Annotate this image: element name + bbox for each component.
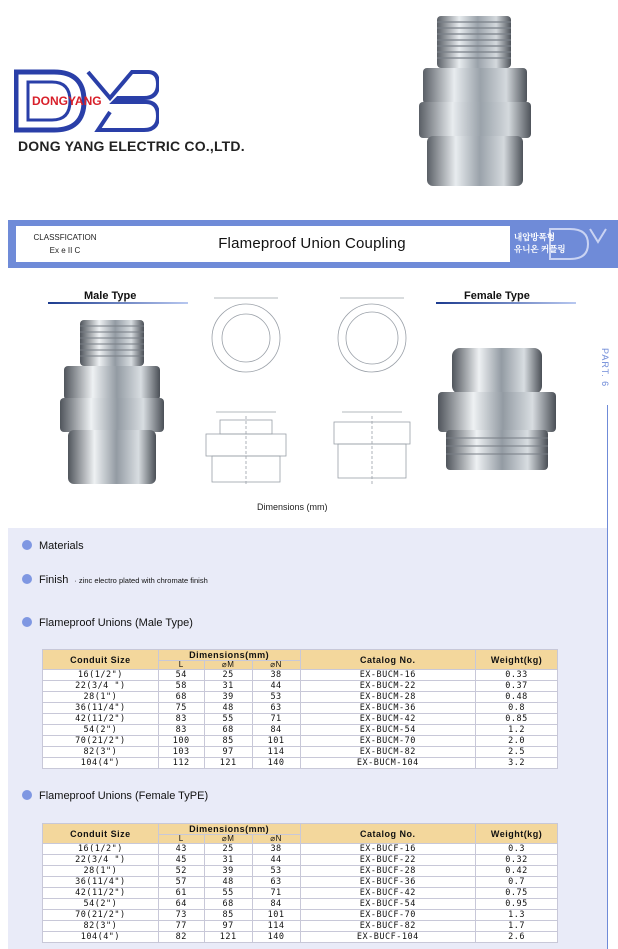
table-cell: 0.95 xyxy=(476,899,558,910)
table-cell: EX-BUCF-42 xyxy=(300,888,476,899)
korean-title-line1: 내압방폭형 xyxy=(514,232,556,242)
table-cell: 2.5 xyxy=(476,747,558,758)
table-row xyxy=(43,703,558,714)
table-cell: 43 xyxy=(158,844,204,855)
table-cell: 42(11/2") xyxy=(43,714,159,725)
table-cell: 16(1/2") xyxy=(43,670,159,681)
table-cell: 54 xyxy=(158,670,204,681)
col-conduit-size: Conduit Size xyxy=(43,824,159,844)
male-table-heading-row xyxy=(22,617,193,629)
korean-title xyxy=(514,231,566,255)
korean-title-box xyxy=(510,226,608,262)
table-cell: 73 xyxy=(158,910,204,921)
materials-label: Materials xyxy=(39,540,84,552)
table-row xyxy=(43,910,558,921)
table-cell: EX-BUCM-70 xyxy=(300,736,476,747)
table-cell: 97 xyxy=(204,747,252,758)
table-cell: 83 xyxy=(158,714,204,725)
table-cell: 39 xyxy=(204,692,252,703)
table-cell: 64 xyxy=(158,899,204,910)
table-cell: 28(1") xyxy=(43,692,159,703)
table-cell: 31 xyxy=(204,681,252,692)
table-cell: 44 xyxy=(252,681,300,692)
female-type-label: Female Type xyxy=(464,290,530,302)
col-m: ⌀M xyxy=(204,661,252,670)
table-cell: 1.2 xyxy=(476,725,558,736)
table-cell: EX-BUCM-54 xyxy=(300,725,476,736)
table-cell: EX-BUCM-82 xyxy=(300,747,476,758)
table-cell: 48 xyxy=(204,703,252,714)
table-cell: EX-BUCF-82 xyxy=(300,921,476,932)
table-cell: 0.42 xyxy=(476,866,558,877)
table-cell: 55 xyxy=(204,888,252,899)
table-cell: 121 xyxy=(204,758,252,769)
table-cell: 63 xyxy=(252,877,300,888)
table-cell: 54(2") xyxy=(43,899,159,910)
male-type-underline xyxy=(48,302,188,304)
table-cell: 0.37 xyxy=(476,681,558,692)
table-cell: EX-BUCF-16 xyxy=(300,844,476,855)
table-cell: 83 xyxy=(158,725,204,736)
finish-row xyxy=(22,574,208,586)
table-cell: 38 xyxy=(252,844,300,855)
col-n: ⌀N xyxy=(252,661,300,670)
table-cell: EX-BUCF-54 xyxy=(300,899,476,910)
table-row xyxy=(43,899,558,910)
classification-value: Ex e II C xyxy=(49,246,81,255)
table-cell: EX-BUCF-36 xyxy=(300,877,476,888)
male-spec-table xyxy=(42,649,558,769)
finish-text: · zinc electro plated with chromate finish xyxy=(74,576,208,585)
table-cell: EX-BUCF-70 xyxy=(300,910,476,921)
table-cell: 114 xyxy=(252,921,300,932)
table-cell: 48 xyxy=(204,877,252,888)
table-cell: 104(4") xyxy=(43,758,159,769)
table-cell: 31 xyxy=(204,855,252,866)
table-row xyxy=(43,855,558,866)
bullet-icon xyxy=(22,574,32,584)
col-l: L xyxy=(158,661,204,670)
table-cell: 61 xyxy=(158,888,204,899)
table-row xyxy=(43,692,558,703)
table-cell: 82(3") xyxy=(43,921,159,932)
table-row xyxy=(43,932,558,943)
table-cell: 42(11/2") xyxy=(43,888,159,899)
female-spec-table xyxy=(42,823,558,943)
table-row xyxy=(43,877,558,888)
table-cell: 75 xyxy=(158,703,204,714)
table-cell: 82 xyxy=(158,932,204,943)
table-cell: 101 xyxy=(252,736,300,747)
table-cell: EX-BUCM-28 xyxy=(300,692,476,703)
male-dimension-drawing xyxy=(196,290,296,490)
materials-row xyxy=(22,540,84,552)
table-row xyxy=(43,670,558,681)
table-cell: EX-BUCF-28 xyxy=(300,866,476,877)
table-cell: 0.32 xyxy=(476,855,558,866)
table-cell: 2.6 xyxy=(476,932,558,943)
table-cell: 38 xyxy=(252,670,300,681)
table-cell: 0.33 xyxy=(476,670,558,681)
table-cell: 25 xyxy=(204,844,252,855)
table-cell: 100 xyxy=(158,736,204,747)
table-cell: 68 xyxy=(204,899,252,910)
table-cell: 44 xyxy=(252,855,300,866)
table-cell: 22(3/4 ") xyxy=(43,855,159,866)
table-cell: 85 xyxy=(204,736,252,747)
table-cell: 36(11/4") xyxy=(43,877,159,888)
page-title: Flameproof Union Coupling xyxy=(114,226,510,262)
table-cell: 45 xyxy=(158,855,204,866)
col-weight: Weight(kg) xyxy=(476,650,558,670)
classification-label: CLASSFICATION xyxy=(33,233,97,242)
table-cell: 82(3") xyxy=(43,747,159,758)
table-cell: EX-BUCM-36 xyxy=(300,703,476,714)
table-cell: 84 xyxy=(252,725,300,736)
table-cell: 1.7 xyxy=(476,921,558,932)
table-cell: 39 xyxy=(204,866,252,877)
table-cell: 53 xyxy=(252,866,300,877)
table-cell: EX-BUCM-104 xyxy=(300,758,476,769)
female-type-underline xyxy=(436,302,576,304)
hero-coupling-image xyxy=(405,12,545,190)
table-row xyxy=(43,747,558,758)
table-cell: 0.85 xyxy=(476,714,558,725)
table-cell: 77 xyxy=(158,921,204,932)
male-type-label: Male Type xyxy=(84,290,137,302)
table-cell: 71 xyxy=(252,888,300,899)
table-cell: 140 xyxy=(252,932,300,943)
company-name: DONG YANG ELECTRIC CO.,LTD. xyxy=(18,138,245,154)
table-cell: 58 xyxy=(158,681,204,692)
col-catalog-no: Catalog No. xyxy=(300,650,476,670)
table-row xyxy=(43,888,558,899)
table-cell: 84 xyxy=(252,899,300,910)
bullet-icon xyxy=(22,790,32,800)
female-table-heading: Flameproof Unions (Female TyPE) xyxy=(39,790,209,802)
part-label: PART. 6 xyxy=(600,348,610,388)
table-cell: 22(3/4 ") xyxy=(43,681,159,692)
classification-bar xyxy=(8,220,618,268)
finish-label: Finish xyxy=(39,574,69,586)
table-cell: 54(2") xyxy=(43,725,159,736)
table-cell: EX-BUCM-22 xyxy=(300,681,476,692)
table-cell: 3.2 xyxy=(476,758,558,769)
table-cell: EX-BUCM-16 xyxy=(300,670,476,681)
table-cell: 114 xyxy=(252,747,300,758)
table-row xyxy=(43,736,558,747)
table-cell: 97 xyxy=(204,921,252,932)
col-m: ⌀M xyxy=(204,835,252,844)
bullet-icon xyxy=(22,540,32,550)
dimensions-caption: Dimensions (mm) xyxy=(257,502,328,512)
company-logo xyxy=(14,68,159,134)
table-cell: EX-BUCM-42 xyxy=(300,714,476,725)
table-cell: 68 xyxy=(158,692,204,703)
table-row xyxy=(43,758,558,769)
col-dimensions: Dimensions(mm) xyxy=(158,650,300,661)
table-cell: 0.8 xyxy=(476,703,558,714)
korean-title-line2: 유니온 커플링 xyxy=(514,244,566,254)
table-row xyxy=(43,921,558,932)
table-cell: 0.75 xyxy=(476,888,558,899)
col-n: ⌀N xyxy=(252,835,300,844)
table-cell: 71 xyxy=(252,714,300,725)
col-weight: Weight(kg) xyxy=(476,824,558,844)
col-conduit-size: Conduit Size xyxy=(43,650,159,670)
col-catalog-no: Catalog No. xyxy=(300,824,476,844)
female-dimension-drawing xyxy=(322,290,422,490)
table-cell: 2.0 xyxy=(476,736,558,747)
table-cell: 101 xyxy=(252,910,300,921)
col-dimensions: Dimensions(mm) xyxy=(158,824,300,835)
table-cell: 140 xyxy=(252,758,300,769)
table-cell: 121 xyxy=(204,932,252,943)
side-rule xyxy=(607,405,608,949)
female-table-heading-row xyxy=(22,790,208,802)
table-cell: 0.7 xyxy=(476,877,558,888)
bullet-icon xyxy=(22,617,32,627)
table-cell: 68 xyxy=(204,725,252,736)
table-cell: 52 xyxy=(158,866,204,877)
table-cell: 70(21/2") xyxy=(43,910,159,921)
female-coupling-image xyxy=(432,346,562,474)
table-cell: 103 xyxy=(158,747,204,758)
table-cell: 53 xyxy=(252,692,300,703)
table-row xyxy=(43,714,558,725)
classification-box xyxy=(16,226,114,262)
table-row xyxy=(43,866,558,877)
table-cell: 55 xyxy=(204,714,252,725)
table-row xyxy=(43,681,558,692)
table-cell: 57 xyxy=(158,877,204,888)
table-cell: 63 xyxy=(252,703,300,714)
table-cell: EX-BUCF-104 xyxy=(300,932,476,943)
table-cell: 0.3 xyxy=(476,844,558,855)
male-table-heading: Flameproof Unions (Male Type) xyxy=(39,617,193,629)
table-cell: 28(1") xyxy=(43,866,159,877)
table-row xyxy=(43,725,558,736)
table-row xyxy=(43,844,558,855)
male-coupling-image xyxy=(52,318,172,488)
table-cell: 112 xyxy=(158,758,204,769)
table-cell: 1.3 xyxy=(476,910,558,921)
table-cell: 85 xyxy=(204,910,252,921)
table-cell: 0.48 xyxy=(476,692,558,703)
logo-wordmark: DONGYANG xyxy=(32,94,102,108)
table-cell: 36(11/4") xyxy=(43,703,159,714)
table-cell: 104(4") xyxy=(43,932,159,943)
table-cell: 16(1/2") xyxy=(43,844,159,855)
col-l: L xyxy=(158,835,204,844)
table-cell: 25 xyxy=(204,670,252,681)
table-cell: 70(21/2") xyxy=(43,736,159,747)
table-cell: EX-BUCF-22 xyxy=(300,855,476,866)
